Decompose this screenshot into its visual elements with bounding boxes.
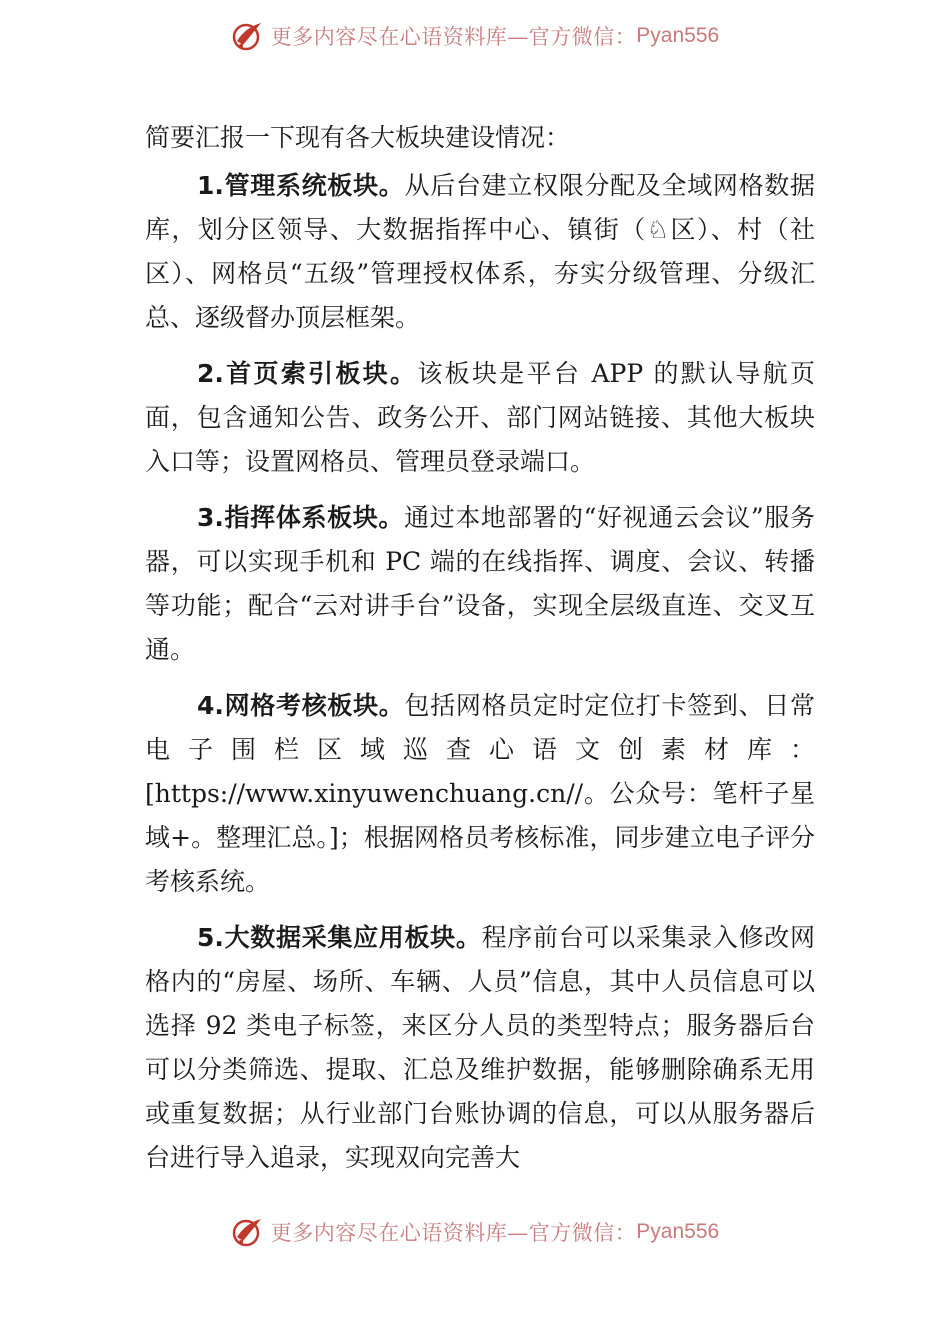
section-heading: 2.首页索引板块。: [197, 359, 418, 388]
wechat-id: Pyan556: [636, 1220, 720, 1243]
section-1: [145, 164, 815, 340]
footer-banner: [0, 1212, 950, 1252]
section-heading: 5.大数据采集应用板块。: [197, 923, 482, 952]
section-body: 程序前台可以采集录入修改网格内的“房屋、场所、车辆、人员”信息，其中人员信息可以选择 92 类电子标签，来区分人员的类型特点；服务器后台可以分类筛选、提取、汇总及维护数据，能够删除确系无用或重复数据；从行业部门台账协调的信息，可以从服务器后台进行导入追录，实现双向完善大: [145, 923, 815, 1172]
section-4: [145, 684, 815, 904]
section-5: [145, 916, 815, 1180]
section-3: [145, 496, 815, 672]
pen-logo-icon: [231, 19, 265, 53]
section-body: 通过本地部署的“好视通云会议”服务器，可以实现手机和 PC 端的在线指挥、调度、会议、转播等功能；配合“云对讲手台”设备，实现全层级直连、交叉互通。: [145, 503, 815, 664]
section-heading: 1.管理系统板块。: [197, 171, 405, 200]
wechat-id: Pyan556: [636, 24, 720, 47]
section-body: 从后台建立权限分配及全域网格数据库，划分区领导、大数据指挥中心、镇街（♘区）、村（社区）、网格员“五级”管理授权体系，夯实分级管理、分级汇总、逐级督办顶层框架。: [145, 171, 815, 332]
header-banner: [0, 16, 950, 56]
document-body: [145, 116, 815, 1192]
banner-text: 更多内容尽在心语资料库—官方微信：: [270, 25, 637, 49]
pen-logo-icon: [231, 1215, 265, 1249]
section-heading: 3.指挥体系板块。: [197, 503, 405, 532]
section-2: [145, 352, 815, 484]
section-body: 该板块是平台 APP 的默认导航页面，包含通知公告、政务公开、部门网站链接、其他大板块入口等；设置网格员、管理员登录端口。: [145, 359, 815, 476]
section-heading: 4.网格考核板块。: [197, 691, 405, 720]
section-body: 包括网格员定时定位打卡签到、日常电子围栏区域巡查心语文创素材库：[https://www.xinyuwenchuang.cn//。公众号：笔杆子星域+。整理汇总。]；根据网格员考核标准，同步建立电子评分考核系统。: [145, 691, 815, 896]
intro-text: 简要汇报一下现有各大板块建设情况：: [145, 123, 571, 152]
banner-text: 更多内容尽在心语资料库—官方微信：: [270, 1221, 637, 1245]
